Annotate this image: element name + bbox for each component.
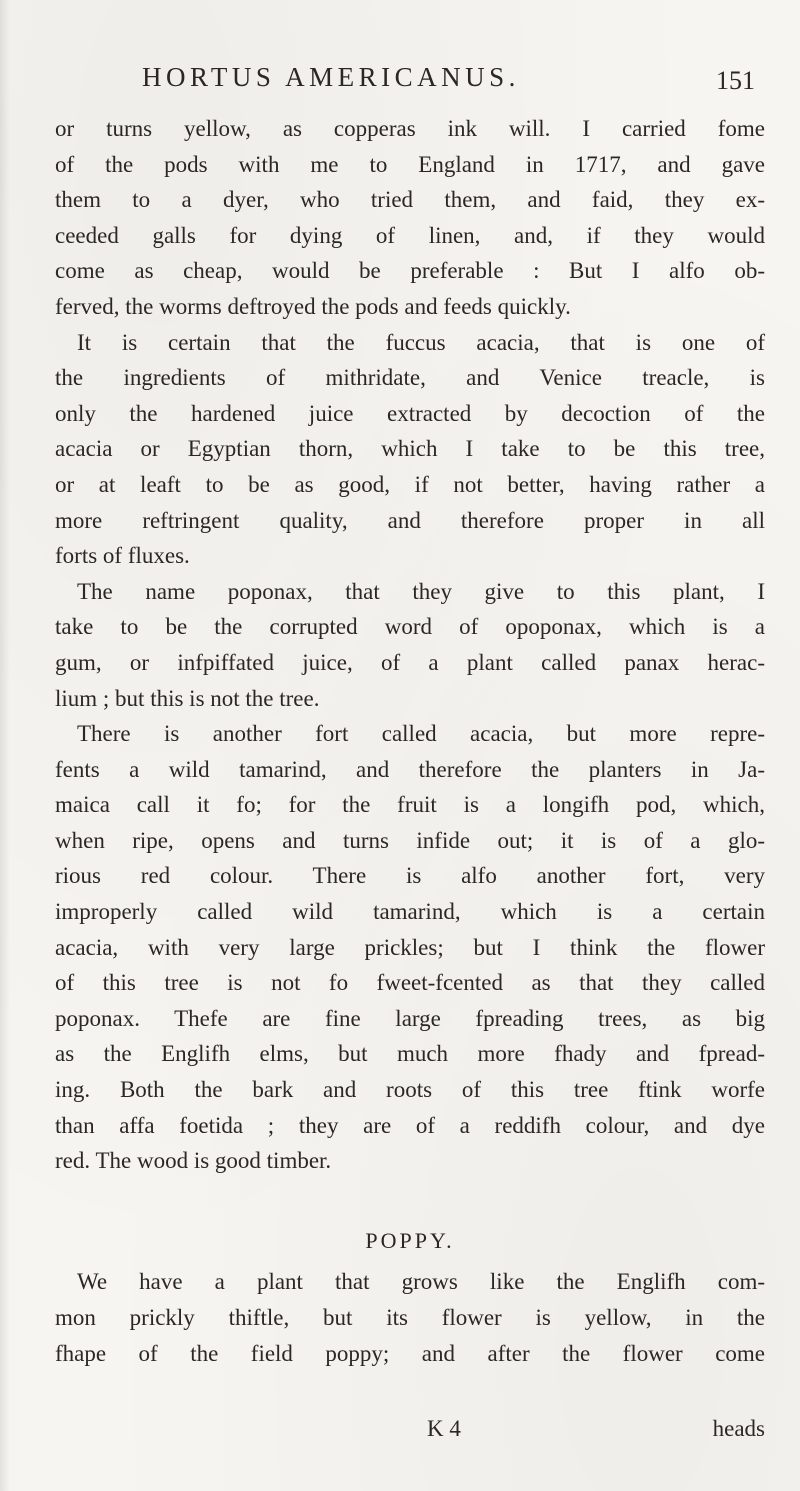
text-line: poponax. Thefe are fine large fpreading trees, as big xyxy=(55,1005,765,1031)
text-line: It is certain that the fuccus acacia, that is one of xyxy=(77,329,765,355)
text-line: fhape of the field poppy; and after the flower come xyxy=(55,1340,765,1366)
text-line: acacia or Egyptian thorn, which I take to be this tree, xyxy=(55,436,765,462)
text-line: ing. Both the bark and roots of this tree ftink worfe xyxy=(55,1077,765,1103)
text-line: red. The wood is good timber. xyxy=(55,1148,332,1174)
text-line: when ripe, opens and turns infide out; it is of a glo- xyxy=(55,827,765,853)
text-line: or at leaft to be as good, if not better, having rather a xyxy=(55,471,765,497)
paragraph-3 xyxy=(55,574,765,716)
text-line: or turns yellow, as copperas ink will. I carried fome xyxy=(55,116,765,141)
text-line: of the pods with me to England in 1717, and gave xyxy=(55,151,765,177)
text-line: take to be the corrupted word of opoponax, which is a xyxy=(55,614,765,640)
text-line: We have a plant that grows like the Englifh com- xyxy=(77,1269,765,1295)
page-header xyxy=(105,62,755,102)
page-number: 151 xyxy=(716,66,755,95)
running-head: HORTUS AMERICANUS. xyxy=(142,62,520,92)
text-line: lium ; but this is not the tree. xyxy=(55,685,320,711)
text-line: There is another fort called acacia, but more repre- xyxy=(77,721,765,747)
text-line: as the Englifh elms, but much more fhady and fpread- xyxy=(55,1041,765,1067)
signature-mark: K 4 xyxy=(427,1416,461,1441)
text-line: gum, or infpiffated juice, of a plant called panax herac- xyxy=(55,649,765,675)
text-line: acacia, with very large prickles; but I think the flower xyxy=(55,934,765,960)
text-line: The name poponax, that they give to this plant, I xyxy=(77,578,765,604)
text-line: ceeded galls for dying of linen, and, if they would xyxy=(55,222,765,248)
text-line: them to a dyer, who tried them, and faid, they ex- xyxy=(55,187,765,213)
paragraph-1 xyxy=(55,111,765,325)
paragraph-4 xyxy=(55,716,765,1179)
text-line: come as cheap, would be preferable : But I alfo ob- xyxy=(55,258,765,284)
text-line: rious red colour. There is alfo another fort, very xyxy=(55,863,765,889)
text-line: only the hardened juice extracted by decoction of the xyxy=(55,400,765,426)
page-footer xyxy=(55,1416,765,1452)
catchword: heads xyxy=(712,1416,765,1441)
text-line: improperly called wild tamarind, which is a certain xyxy=(55,899,765,925)
section-heading-poppy: POPPY. xyxy=(365,1227,455,1253)
text-line: mon prickly thiftle, but its flower is yellow, in the xyxy=(55,1305,765,1330)
text-line: ferved, the worms deftroyed the pods and feeds quickly. xyxy=(55,293,571,319)
text-line: forts of fluxes. xyxy=(55,543,190,569)
paragraph-2 xyxy=(55,325,765,574)
body-text xyxy=(55,111,765,1371)
text-line: the ingredients of mithridate, and Venice treacle, is xyxy=(55,365,765,391)
text-line: more reftringent quality, and therefore proper in all xyxy=(55,507,765,533)
text-line: of this tree is not fo fweet-fcented as that they called xyxy=(55,970,765,996)
text-line: fents a wild tamarind, and therefore the planters in Ja- xyxy=(55,756,765,782)
paragraph-5 xyxy=(55,1264,765,1371)
text-line: than affa foetida ; they are of a reddifh colour, and dye xyxy=(55,1112,765,1138)
text-line: maica call it fo; for the fruit is a longifh pod, which, xyxy=(55,792,765,818)
gutter-shadow xyxy=(0,0,10,1491)
